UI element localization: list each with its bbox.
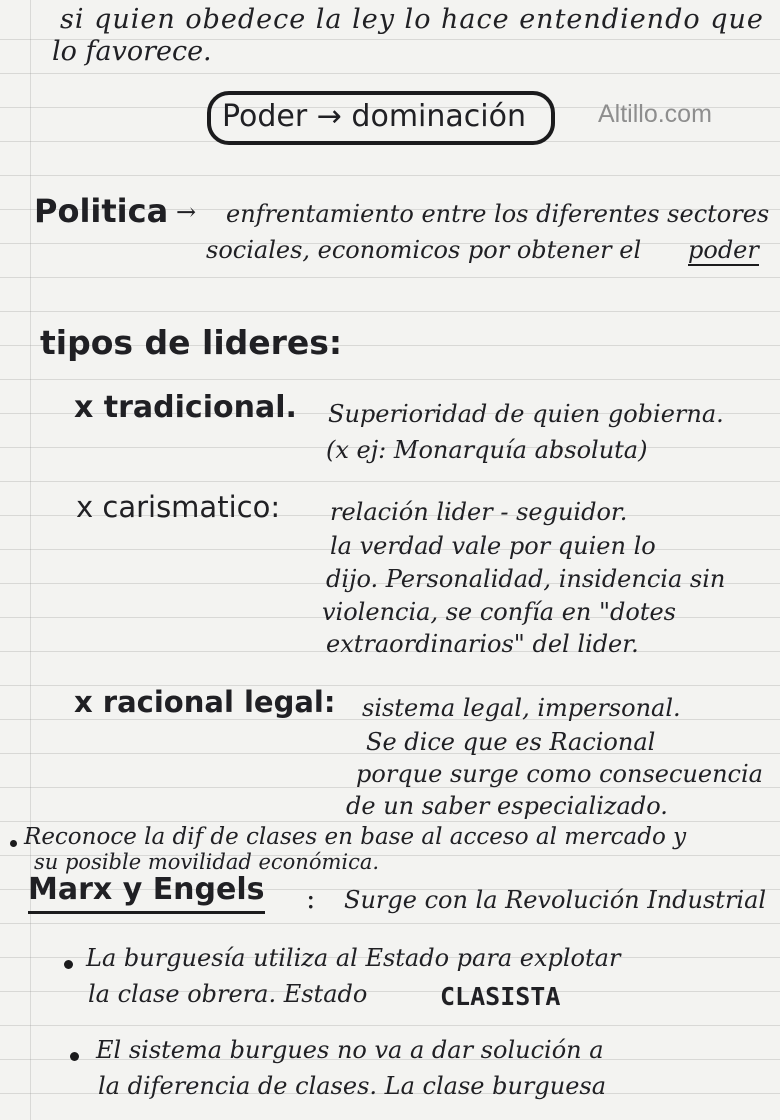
carismatico-def-1: relación lider - seguidor. — [330, 498, 628, 526]
intro-line-2: lo favorece. — [52, 36, 212, 67]
racional-def-4: de un saber especializado. — [346, 792, 668, 820]
reconoce-line-1: Reconoce la dif de clases en base al acceso al mercado y — [24, 824, 687, 850]
carismatico-def-3: dijo. Personalidad, insidencia sin — [326, 565, 726, 593]
marx-engels-def: Surge con la Revolución Industrial — [344, 886, 767, 914]
politica-term: Politica — [34, 192, 169, 230]
racional-def-2: Se dice que es Racional — [366, 728, 656, 756]
tradicional-label: x tradicional. — [74, 390, 297, 425]
racional-label: x racional legal: — [74, 685, 336, 719]
carismatico-def-2: la verdad vale por quien lo — [330, 532, 656, 560]
tipos-heading: tipos de lideres: — [40, 323, 343, 362]
reconoce-line-2: su posible movilidad económica. — [34, 850, 380, 874]
arrow-icon: → — [176, 198, 197, 226]
poder-box-text: Poder → dominación — [222, 99, 526, 134]
margin-line — [30, 0, 31, 1120]
bullet-dot — [10, 840, 17, 847]
marx-engels-heading: Marx y Engels — [28, 872, 265, 914]
carismatico-def-4: violencia, se confía en "dotes — [322, 598, 676, 626]
racional-def-3: porque surge como consecuencia — [356, 760, 763, 788]
carismatico-def-5: extraordinarios" del lider. — [326, 630, 639, 658]
bullet-dot — [64, 960, 73, 969]
sistema-line-2: la diferencia de clases. La clase burguesa — [98, 1072, 607, 1100]
sistema-line-1: El sistema burgues no va a dar solución a — [96, 1036, 604, 1064]
clasista-text: CLASISTA — [440, 982, 561, 1011]
bullet-dot — [70, 1052, 79, 1061]
carismatico-label: x carismatico: — [76, 490, 281, 524]
burguesia-line-2: la clase obrera. Estado — [88, 980, 368, 1008]
politica-def-2-poder: poder — [688, 236, 759, 264]
tradicional-def-2: (x ej: Monarquía absoluta) — [326, 436, 648, 464]
watermark: Altillo.com — [598, 100, 712, 128]
burguesia-line-1: La burguesía utiliza al Estado para explotar — [86, 944, 621, 972]
tradicional-def-1: Superioridad de quien gobierna. — [328, 400, 724, 428]
politica-def-2: sociales, economicos por obtener el — [206, 236, 642, 264]
racional-def-1: sistema legal, impersonal. — [362, 694, 681, 722]
intro-line-1: si quien obedece la ley lo hace entendiendo que — [60, 4, 764, 35]
marx-colon: : — [306, 882, 316, 915]
politica-def-1: enfrentamiento entre los diferentes sectores — [226, 200, 770, 228]
